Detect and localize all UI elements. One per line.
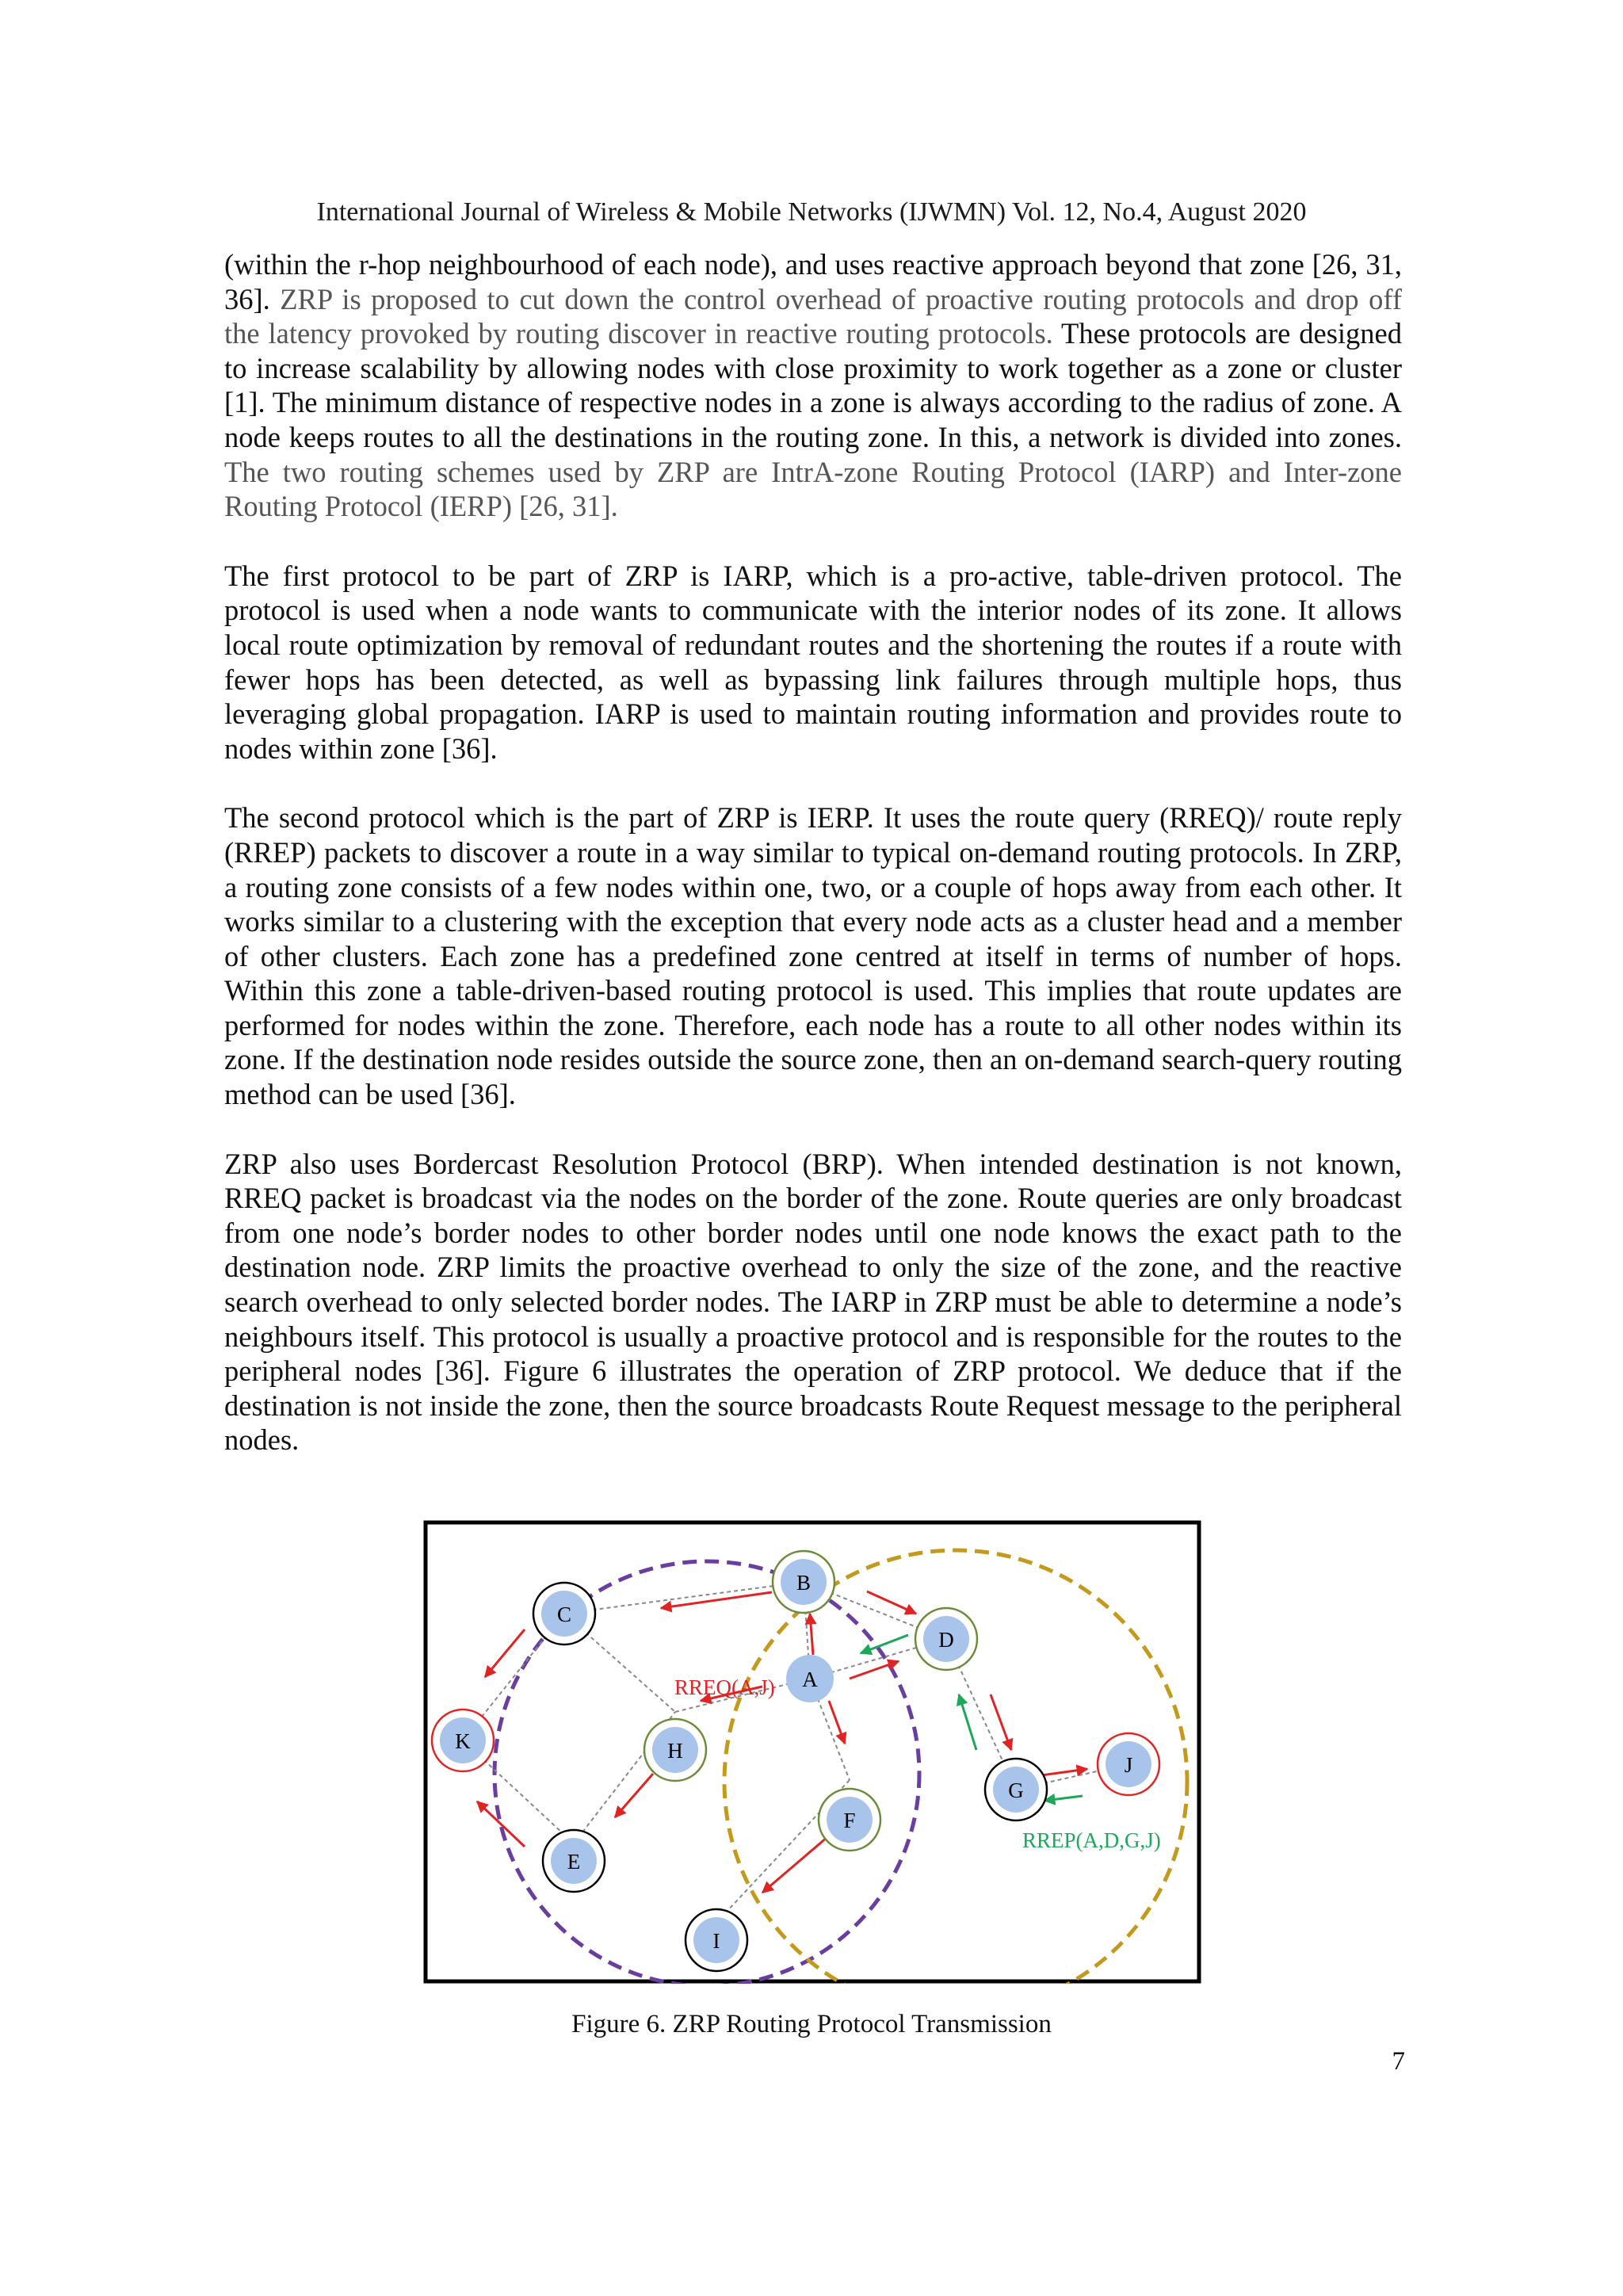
body-text: [224, 247, 1402, 1492]
paragraph-3: The second protocol which is the part of ZRP is IERP. It uses the route query (RREQ)/ route reply (RREP) packets to discover a route in a way similar to typical on-demand routing protocols. In ZRP, a routing zone consists of a few nodes within one, two, or a couple of hops away from each other. It works similar to a clustering with the exception that every node acts as a cluster head and a member of other clusters. Each zone has a predefined zone centred at itself in terms of number of hops. Within this zone a table-driven-based routing protocol is used. This implies that route updates are performed for nodes within the zone. Therefore, each node has a route to all other nodes within its zone. If the destination node resides outside the source zone, then an on-demand search-query routing method can be used [36].: [224, 801, 1402, 1111]
paragraph-4: ZRP also uses Bordercast Resolution Protocol (BRP). When intended destination is not known, RREQ packet is broadcast via the nodes on the border of the zone. Route queries are only broadcast from one node’s border nodes to other border nodes until one node knows the exact path to the destination node. ZRP limits the proactive overhead to only the size of the zone, and the reactive search overhead to only selected border nodes. The IARP in ZRP must be able to determine a node’s neighbours itself. This protocol is usually a proactive protocol and is responsible for the routes to the peripheral nodes [36]. Figure 6 illustrates the operation of ZRP protocol. We deduce that if the destination is not inside the zone, then the source broadcasts Route Request message to the peripheral nodes.: [224, 1147, 1402, 1457]
paragraph-1-part-3: These protocols are designed to increase scalability by allowing nodes with close proximity to work together as a zone or cluster [1]. The minimum distance of respective nodes in a zone is always according to the radius of zone. A node keeps routes to all the destinations in the routing zone. In this, a network is divided into zones.: [224, 317, 1403, 453]
svg-text:J: J: [1124, 1753, 1133, 1777]
paragraph-1-part-2: ZRP is proposed to cut down the control overhead of proactive routing protocols and drop off the latency provoked by routing discover in reactive routing protocols.: [224, 282, 1403, 350]
svg-text:D: D: [938, 1628, 954, 1652]
page-number: 7: [1392, 2047, 1405, 2076]
svg-text:I: I: [712, 1929, 720, 1953]
rrep-label: RREP(A,D,G,J): [1022, 1828, 1161, 1852]
node-G: [985, 1759, 1047, 1820]
rreq-label: RREQ(A,J): [674, 1675, 775, 1699]
node-K: [432, 1710, 494, 1771]
svg-text:A: A: [802, 1668, 818, 1691]
svg-text:E: E: [567, 1850, 581, 1874]
node-J: [1098, 1733, 1159, 1795]
svg-text:B: B: [796, 1571, 812, 1595]
figure-zrp-diagram: [423, 1520, 1201, 1984]
svg-text:H: H: [667, 1739, 683, 1763]
paragraph-2: The first protocol to be part of ZRP is IARP, which is a pro-active, table-driven protocol. The protocol is used when a node wants to communicate with the interior nodes of its zone. It allows local route optimization by removal of redundant routes and the shortening the routes if a route with fewer hops has been detected, as well as bypassing link failures through multiple hops, thus leveraging global propagation. IARP is used to maintain routing information and provides route to nodes within zone [36].: [224, 559, 1402, 765]
node-A: [786, 1655, 834, 1702]
node-C: [533, 1583, 595, 1645]
node-I: [685, 1909, 747, 1971]
paragraph-1: [224, 247, 1402, 524]
node-D: [915, 1608, 977, 1670]
node-B: [773, 1551, 834, 1613]
svg-text:C: C: [556, 1603, 572, 1626]
paragraph-1-part-1: (within the r-hop neighbourhood of each node), and uses reactive approach beyond that zone [26, 31, 36].: [224, 248, 1402, 315]
svg-text:F: F: [843, 1809, 856, 1832]
figure-caption: Figure 6. ZRP Routing Protocol Transmission: [571, 2010, 1052, 2038]
node-F: [819, 1789, 880, 1851]
running-header: International Journal of Wireless & Mobile Networks (IJWMN) Vol. 12, No.4, August 2020: [316, 197, 1307, 227]
svg-text:G: G: [1008, 1778, 1024, 1802]
node-H: [644, 1719, 706, 1781]
svg-text:K: K: [455, 1729, 471, 1753]
node-E: [543, 1830, 605, 1892]
paragraph-1-part-4: The two routing schemes used by ZRP are IntrA-zone Routing Protocol (IARP) and Inter-zone Routing Protocol (IERP) [26, 31].: [224, 455, 1402, 523]
